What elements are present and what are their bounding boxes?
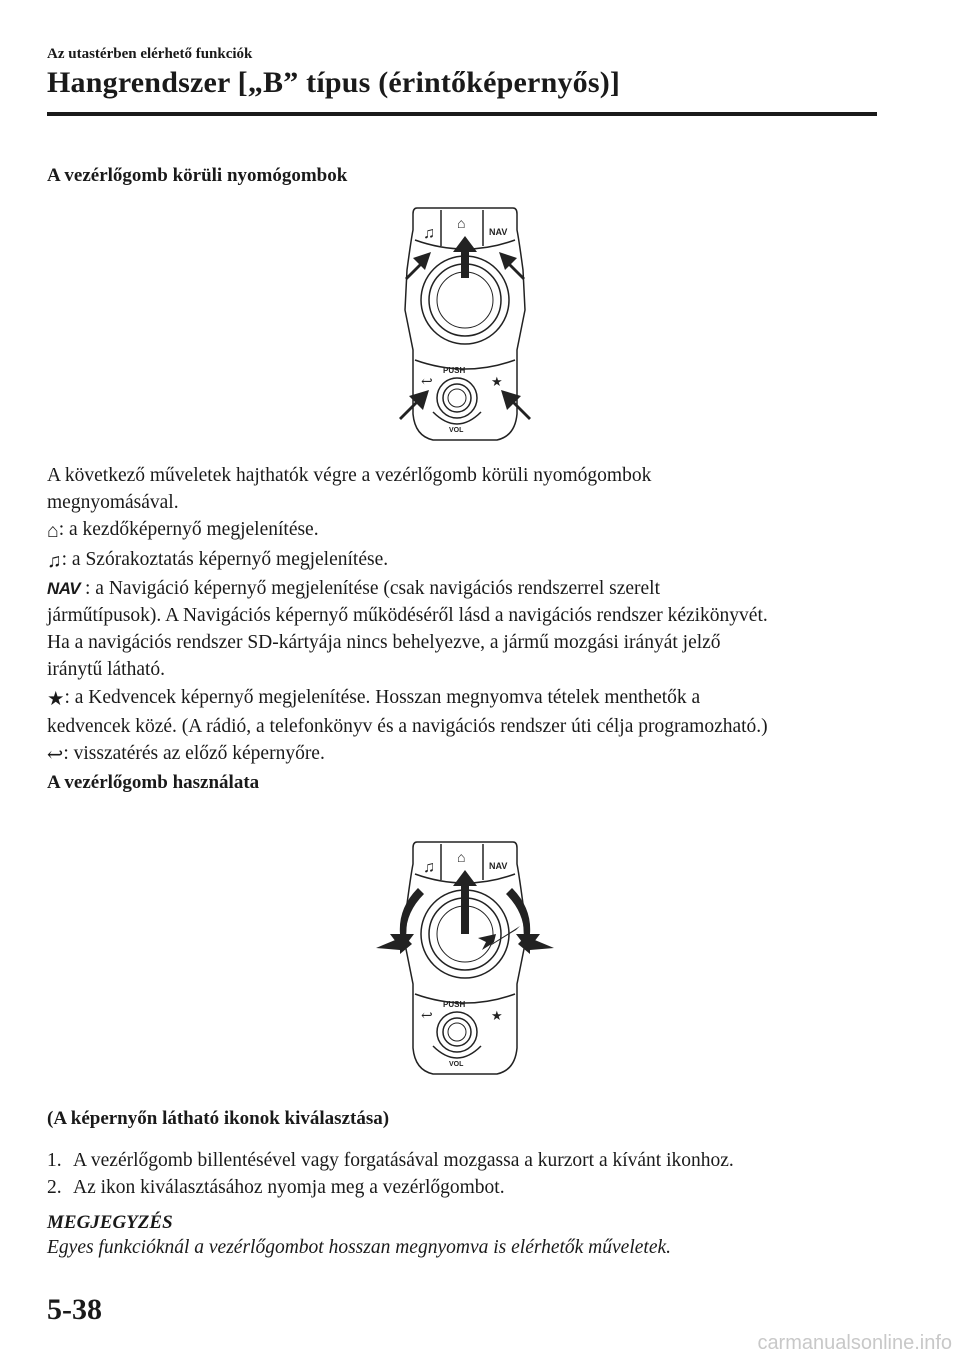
controller-figure-buttons (385, 200, 545, 455)
arrow-tilt-up (453, 870, 477, 934)
home-icon: ⌂ (457, 851, 466, 866)
nav-line-4: iránytű látható. (47, 659, 166, 681)
list-item: 2. Az ikon kiválasztásához nyomja meg a vezérlőgombot. (47, 1177, 505, 1198)
nav-label: NAV (489, 227, 508, 237)
paragraph-buttons (47, 462, 887, 769)
favorite-icon: ★ (491, 1008, 503, 1023)
vol-label: VOL (449, 1061, 464, 1068)
list-item: 1. A vezérlőgomb billentésével vagy forgatásával mozgassa a kurzort a kívánt ikonhoz. (47, 1150, 734, 1171)
steps-list (47, 1147, 887, 1201)
subheading-select: (A képernyőn látható ikonok kiválasztása) (47, 1108, 390, 1129)
back-icon: ↩ (421, 1009, 433, 1024)
music-icon: ♫ (423, 225, 435, 242)
home-icon: ⌂ (457, 217, 466, 232)
favorite-icon: ★ (47, 688, 65, 710)
note-text: Egyes funkcióknál a vezérlőgombot hosszan megnyomva is elérhetők műveletek. (47, 1237, 671, 1258)
nav-icon: NAV (47, 578, 81, 598)
home-icon: ⌂ (47, 521, 59, 543)
controller-figure-usage (370, 838, 560, 1088)
push-label: PUSH (443, 366, 466, 375)
intro-line-2: megnyomásával. (47, 492, 179, 514)
watermark: carmanualsonline.info (757, 1332, 952, 1354)
favorite-line-2: kedvencek közé. (A rádió, a telefonkönyv és a navigációs rendszer úti célja programozható.) (47, 715, 768, 737)
home-row: ⌂: a kezdőképernyő megjelenítése. (47, 516, 887, 545)
intro-line-1: A következő műveletek hajthatók végre a vezérlőgomb körüli nyomógombok (47, 465, 652, 486)
back-row: ↩: visszatérés az előző képernyőre. (47, 740, 887, 769)
push-label: PUSH (443, 1000, 466, 1009)
heading-buttons: A vezérlőgomb körüli nyomógombok (47, 165, 348, 186)
heading-usage: A vezérlőgomb használata (47, 772, 260, 793)
music-icon: ♫ (423, 859, 435, 876)
nav-line-3: Ha a navigációs rendszer SD-kártyája nincs behelyezve, a jármű mozgási irányát jelző (47, 632, 721, 654)
favorite-row: ★: a Kedvencek képernyő megjelenítése. Hosszan megnyomva tételek menthetők a (47, 684, 887, 713)
back-icon: ↩ (421, 375, 433, 390)
back-icon: ↩ (47, 745, 64, 767)
usage-arrows (376, 870, 554, 954)
note-title: MEGJEGYZÉS (47, 1212, 173, 1233)
nav-label: NAV (489, 861, 508, 871)
nav-row: NAV : a Navigáció képernyő megjelenítése (csak navigációs rendszerrel szerelt (47, 577, 660, 599)
arrow-back (399, 390, 429, 420)
section-label: Az utastérben elérhető funkciók (47, 46, 253, 62)
nav-line-2: járműtípusok). A Navigációs képernyő működéséről lásd a navigációs rendszer kézikönyvét. (47, 605, 768, 627)
page-title: Hangrendszer [„B” típus (érintőképernyős)] (47, 66, 621, 99)
music-row: ♫: a Szórakoztatás képernyő megjelenítése. (47, 546, 887, 575)
favorite-icon: ★ (491, 374, 503, 389)
page-number: 5-38 (47, 1293, 102, 1326)
vol-label: VOL (449, 427, 464, 434)
title-rule (47, 112, 877, 116)
music-icon: ♫ (47, 550, 62, 572)
arrow-favorite (501, 390, 531, 420)
